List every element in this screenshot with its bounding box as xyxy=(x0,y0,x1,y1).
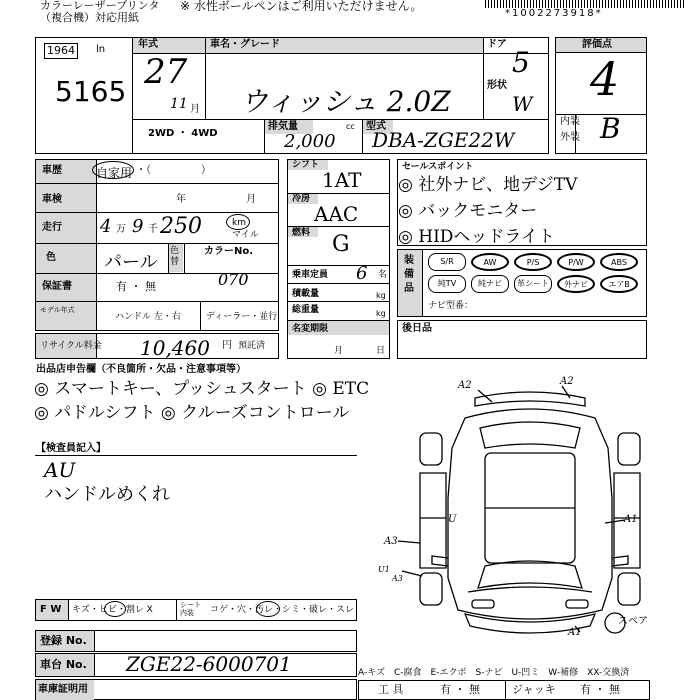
name-grade-label: 車名・グレード xyxy=(210,39,280,50)
sales-points-label: セールスポイント xyxy=(402,162,474,172)
mark-u: U xyxy=(448,514,457,525)
score-label: 評価点 xyxy=(582,39,612,50)
sales-point-1: ◎ 社外ナビ、地デジTV xyxy=(398,175,578,195)
header-notice: ※ 水性ボールペンはご利用いただけません。 xyxy=(180,0,423,13)
barcode-text: *1002273918* xyxy=(505,8,603,19)
mileage-man-value: 4 xyxy=(100,216,112,237)
inspector-line-2: ハンドルめくれ xyxy=(44,484,170,505)
mileage-sen-value: 9 xyxy=(132,216,144,237)
tools-opts: 有 ・ 無 xyxy=(440,683,480,696)
equipment-item: S/R xyxy=(428,253,466,271)
fw-circle xyxy=(104,601,126,617)
lot-number: 5165 xyxy=(55,75,127,108)
seat-circle xyxy=(256,601,280,617)
lot-mark: ln xyxy=(96,44,106,55)
color-no-label: カラーNo. xyxy=(204,246,254,257)
equipment-item: 純ナビ xyxy=(471,275,509,293)
mileage-man-unit: 万 xyxy=(116,224,126,235)
shift-value: 1AT xyxy=(322,168,362,192)
fuel-value: G xyxy=(332,232,350,257)
shape-value: W xyxy=(512,92,533,116)
fuel-label: 燃料 xyxy=(292,228,311,238)
shape-label: 形状 xyxy=(487,80,507,91)
reg-deadline-label: 名変期限 xyxy=(292,324,329,334)
interior-value: B xyxy=(600,112,621,145)
car-name-value: ウィッシュ 2.0Z xyxy=(240,85,451,118)
damage-legend: A-キズ C-腐食 E-エクボ S-ナビ U-凹ミ W-補修 XX-交換済 xyxy=(358,668,630,678)
inspection-label: 車検 xyxy=(42,194,62,205)
mark-a3: A3 xyxy=(384,536,398,547)
equipment-item: ABS xyxy=(600,253,638,271)
mark-a2-left: A2 xyxy=(458,380,472,391)
year-value: 27 xyxy=(144,52,188,92)
notes-header: 出品店申告欄（不良箇所・欠品・注意事項等） xyxy=(36,364,246,375)
seat-label: シート 内装 xyxy=(180,601,201,617)
color-label: 色 xyxy=(46,252,56,263)
lot-year-box: 1964 xyxy=(44,43,78,59)
model-year-change-label: モデル年式 xyxy=(40,306,75,314)
yen-label: 円 xyxy=(222,340,232,351)
doors-value: 5 xyxy=(512,46,530,79)
inspector-header: 【検査員記入】 xyxy=(36,443,106,454)
year-month-unit: 月 xyxy=(190,104,200,115)
recycle-value: 10,460 xyxy=(140,336,210,360)
drive-label: 2WD ・ 4WD xyxy=(148,128,218,139)
equipment-item: P/S xyxy=(514,253,552,271)
person-unit: 名 xyxy=(378,270,388,280)
sales-point-3: ◎ HIDヘッドライト xyxy=(398,227,555,247)
year-month-value: 11 xyxy=(170,96,188,112)
history-label: 車歴 xyxy=(42,165,62,176)
mark-u1: U1 xyxy=(378,565,390,574)
inspection-month: 月 xyxy=(246,194,256,205)
score-value: 4 xyxy=(590,52,620,106)
fw-label: F W xyxy=(40,604,62,615)
color-change-label: 色替 xyxy=(170,246,180,267)
displacement-value: 2,000 xyxy=(284,131,336,152)
mark-a2-right: A2 xyxy=(560,376,574,387)
vehicle-cert-label: 車庫証明用 xyxy=(38,684,88,695)
jack-opts: 有 ・ 無 xyxy=(580,683,620,696)
reg-month: 月 xyxy=(334,346,344,356)
equipment-item: P/W xyxy=(557,253,595,271)
later-docs-frame xyxy=(397,320,647,359)
history-opts: ・（ ） xyxy=(136,165,211,176)
equipment-item: 革シート xyxy=(514,275,552,293)
inspector-line-1: AU xyxy=(44,458,76,482)
history-value: 自家用 xyxy=(96,166,133,180)
tools-label: 工 具 xyxy=(378,683,404,696)
mark-a1-right: A1 xyxy=(624,514,638,525)
equipment-item: 純TV xyxy=(428,275,466,293)
equipment-item: エアB xyxy=(600,275,638,293)
barcode xyxy=(485,0,685,8)
load-unit: kg xyxy=(376,291,386,300)
aircon-value: AAC xyxy=(314,202,359,226)
sales-point-2: ◎ バックモニター xyxy=(398,201,538,221)
jack-label: ジャッキ xyxy=(512,683,556,696)
equipment-label: 装備品 xyxy=(404,255,414,294)
equipment-item: 外ナビ xyxy=(557,275,595,293)
equipment-item: AW xyxy=(471,253,509,271)
mileage-rest-value: 250 xyxy=(160,214,202,239)
model-value: DBA-ZGE22W xyxy=(372,128,515,152)
color-no-value: 070 xyxy=(218,270,249,289)
dealer-label: ディーラー・並行 xyxy=(206,312,278,322)
reg-day: 日 xyxy=(376,346,386,356)
exterior-label: 外装 xyxy=(560,132,580,143)
chassis-label: 車台 No. xyxy=(40,658,87,671)
later-docs-label: 後日品 xyxy=(402,323,432,334)
mark-a1-bottom: A1 xyxy=(568,627,582,638)
year-label: 年式 xyxy=(138,39,158,50)
load-label: 積載量 xyxy=(292,289,320,299)
spare-label: スペア xyxy=(618,616,648,627)
shift-label: シフト xyxy=(292,160,320,170)
gross-label: 総重量 xyxy=(292,305,320,315)
gross-unit: kg xyxy=(376,309,386,318)
header-line2: （複合機）対応用紙 xyxy=(40,11,139,24)
km-circle xyxy=(226,214,250,230)
mileage-sen-unit: 千 xyxy=(148,224,158,235)
mileage-label: 走行 xyxy=(42,222,62,233)
inspection-year: 年 xyxy=(176,194,186,205)
car-diagram xyxy=(380,378,680,648)
mileage-km-unit: km xyxy=(232,218,246,228)
recycle-label: リサイクル料金 xyxy=(40,341,102,351)
model-label: 型式 xyxy=(366,121,386,132)
interior-label: 内装 xyxy=(560,116,580,127)
header-line1: カラーレーザープリンタ xyxy=(40,0,160,12)
fw-codes: キズ・ヒビ・割レ X xyxy=(72,605,153,615)
history-circle xyxy=(92,161,134,179)
note-line-2: ◎ パドルシフト ◎ クルーズコントロール xyxy=(34,403,350,423)
cc-label: cc xyxy=(346,122,355,131)
capacity-label: 乗車定員 xyxy=(292,270,329,280)
chassis-value: ZGE22-6000701 xyxy=(126,652,292,676)
navi-manual-label: ナビ型番： xyxy=(428,301,474,311)
mileage-mile-unit: マイル xyxy=(232,230,259,240)
mark-a3b: A3 xyxy=(392,574,403,583)
registration-label: 登録 No. xyxy=(40,634,87,647)
color-value: パール xyxy=(104,252,158,273)
door-label: ドア xyxy=(487,39,507,50)
aircon-label: 冷房 xyxy=(292,194,311,204)
capacity-value: 6 xyxy=(356,263,368,284)
displacement-label: 排気量 xyxy=(268,121,298,132)
note-line-1: ◎ スマートキー、プッシュスタート ◎ ETC xyxy=(34,379,370,399)
warranty-opts: 有 ・ 無 xyxy=(116,280,156,293)
handle-label: ハンドル 左・右 xyxy=(115,312,181,322)
warranty-label: 保証書 xyxy=(42,281,72,292)
seat-codes: コゲ・穴・汚レ・シミ・破レ・スレ xyxy=(210,605,355,615)
deposited-label: 預託済 xyxy=(238,341,266,351)
